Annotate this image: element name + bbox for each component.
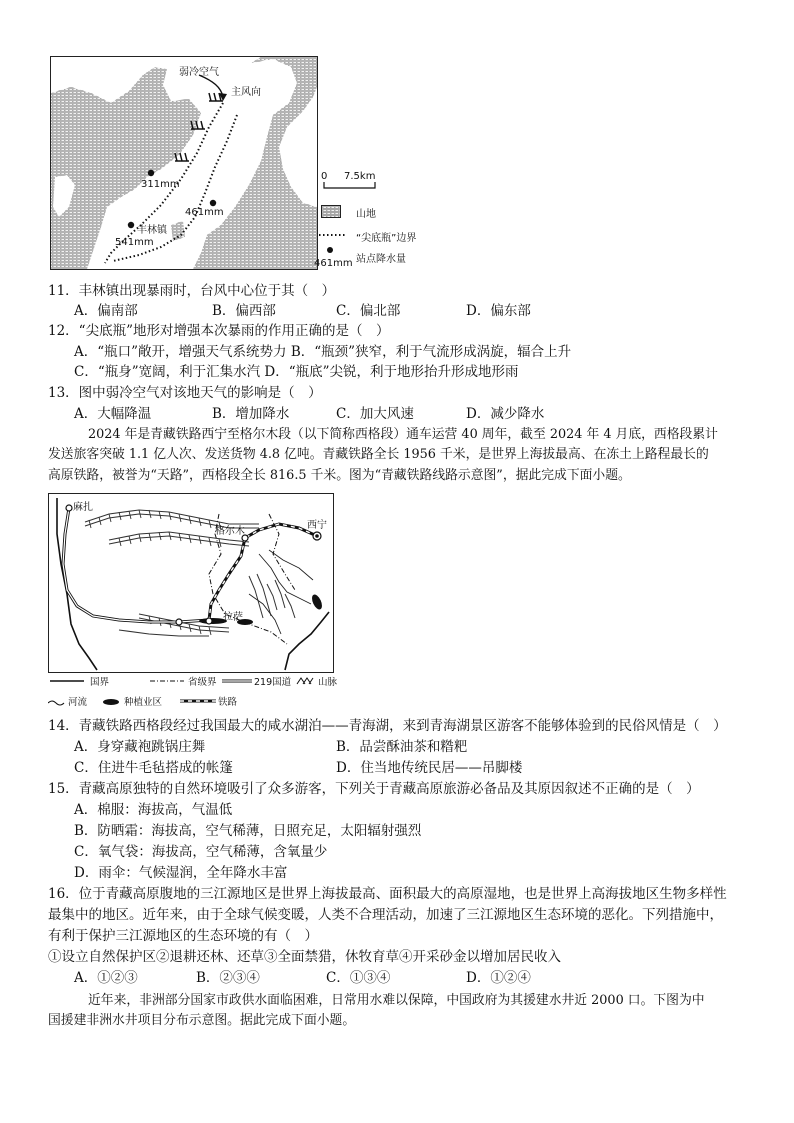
q16-stem-line3: 有利于保护三江源地区的生态环境的有（ ）	[48, 928, 318, 944]
q15-option-a[interactable]: A．棉服：海拔高，气温低	[74, 802, 233, 818]
weak-cold-air-label: 弱冷空气	[179, 67, 219, 78]
q16-option-a[interactable]: A．①②③	[74, 970, 138, 986]
station-541-label: 541mm	[115, 237, 154, 248]
station-legend-label: 站点降水量	[356, 254, 406, 265]
q13-stem: 13．图中弱冷空气对该地天气的影响是（ ）	[48, 385, 322, 401]
mountain-legend-label: 山地	[356, 209, 376, 220]
q11-option-b[interactable]: B．偏西部	[212, 303, 276, 319]
border-legend-label: 国界	[90, 677, 110, 688]
station-legend-dot	[326, 246, 334, 254]
mountain-legend-swatch	[321, 205, 341, 218]
q15-option-b[interactable]: B．防晒霜：海拔高，空气稀薄，日照充足，太阳辐射强烈	[74, 823, 422, 839]
q11-option-d[interactable]: D．偏东部	[466, 303, 531, 319]
q15-option-c[interactable]: C．氧气袋：海拔高，空气稀薄，含氧量少	[74, 844, 328, 860]
railway-map-graphic	[49, 494, 333, 672]
station-legend-sample: 461mm	[314, 258, 353, 269]
scale-bar	[323, 182, 377, 190]
farm-legend-label: 种植业区	[124, 697, 163, 708]
golmud-label: 格尔木	[215, 526, 245, 537]
q11-stem: 11．丰林镇出现暴雨时，台风中心位于其（ ）	[48, 283, 336, 299]
station-461-label: 461mm	[185, 207, 224, 218]
boundary-legend-label: “尖底瓶”边界	[356, 233, 417, 244]
boundary-legend-line	[318, 232, 348, 238]
province-legend-label: 省级界	[188, 677, 217, 688]
passage1-line1: 2024 年是青藏铁路西宁至格尔木段（以下简称西格段）通车运营 40 周年，截至 2024 年 4 月底，西格段累计	[88, 427, 718, 442]
q14-option-d[interactable]: D．住当地传统民居——吊脚楼	[336, 760, 523, 776]
railway-legend-line	[180, 697, 216, 705]
xining-label: 西宁	[307, 520, 327, 531]
q12-options-cd[interactable]: C．“瓶身”宽阔，利于汇集水汽 D．“瓶底”尖锐，利于地形抬升形成地形雨	[74, 364, 519, 380]
mountain-range-legend-icon	[296, 676, 316, 686]
q14-option-a[interactable]: A．身穿藏袍跳锅庄舞	[74, 739, 206, 755]
q15-option-d[interactable]: D．雨伞：气候湿润，全年降水丰富	[74, 865, 288, 881]
lhasa-label: 拉萨	[223, 612, 243, 623]
station-311-label: 311mm	[141, 179, 180, 190]
q13-option-c[interactable]: C．加大风速	[336, 406, 414, 422]
typhoon-map-graphic	[51, 57, 317, 269]
q14-stem: 14．青藏铁路西格段经过我国最大的咸水湖泊——青海湖，来到青海湖景区游客不能够体验到的民俗风情是（ ）	[48, 718, 727, 734]
passage2-line1: 近年来，非洲部分国家市政供水面临困难，日常用水难以保障，中国政府为其援建水井近 2000 口。下图为中	[88, 993, 705, 1008]
road219-legend-label: 219国道	[254, 677, 292, 688]
q16-option-b[interactable]: B．②③④	[196, 970, 260, 986]
scale-km: 7.5km	[344, 171, 376, 182]
passage1-line2: 发送旅客突破 1.1 亿人次、发送货物 4.8 亿吨。青藏铁路全长 1956 千米，是世界上海拔最高、在冻土上路程最长的	[48, 447, 709, 462]
farm-legend-icon	[102, 698, 120, 706]
scale-zero: 0	[321, 171, 328, 182]
mountain-range-legend-label: 山脉	[318, 677, 338, 688]
province-legend-line	[150, 678, 184, 684]
maza-label: 麻扎	[73, 502, 93, 513]
typhoon-rainfall-map	[50, 56, 318, 270]
passage2-line2: 国援建非洲水井项目分布示意图。据此完成下面小题。	[48, 1013, 356, 1028]
q11-option-a[interactable]: A．偏南部	[74, 303, 138, 319]
q14-option-c[interactable]: C．住进牛毛毡搭成的帐篷	[74, 760, 233, 776]
q16-option-c[interactable]: C．①③④	[326, 970, 391, 986]
qinghai-tibet-railway-map	[48, 493, 334, 673]
q13-option-a[interactable]: A．大幅降温	[74, 406, 152, 422]
q12-options-ab[interactable]: A．“瓶口”敞开，增强天气系统势力 B．“瓶颈”狭窄，利于气流形成涡旋，辐合上升	[74, 344, 572, 360]
q14-option-b[interactable]: B．品尝酥油茶和糌粑	[336, 739, 468, 755]
road219-legend-line	[222, 677, 252, 685]
border-legend-line	[50, 678, 84, 684]
q16-option-d[interactable]: D．①②④	[466, 970, 531, 986]
river-legend-label: 河流	[68, 697, 88, 708]
river-legend-icon	[48, 698, 66, 706]
q11-option-c[interactable]: C．偏北部	[336, 303, 401, 319]
q16-stem-line1: 16．位于青藏高原腹地的三江源地区是世界上海拔最高、面积最大的高原湿地，也是世界上高海拔地区生物多样性	[48, 886, 727, 902]
q16-items: ①设立自然保护区②退耕还林、还草③全面禁猎，休牧育草④开采砂金以增加居民收入	[48, 949, 561, 965]
q12-stem: 12．“尖底瓶”地形对增强本次暴雨的作用正确的是（ ）	[48, 323, 390, 339]
railway-legend-label: 铁路	[218, 697, 238, 708]
main-wind-label: 主风向	[231, 87, 261, 98]
fenglin-town-label: 丰林镇	[137, 225, 167, 236]
q16-stem-line2: 最集中的地区。近年来，由于全球气候变暖，人类不合理活动，加速了三江源地区生态环境的恶化。下列措施中，	[48, 907, 723, 923]
q13-option-d[interactable]: D．减少降水	[466, 406, 545, 422]
q13-option-b[interactable]: B．增加降水	[212, 406, 290, 422]
passage1-line3: 高原铁路，被誉为“天路”，西格段全长 816.5 千米。图为“青藏铁路线路示意图”，据此完成下面小题。	[48, 468, 631, 483]
q15-stem: 15．青藏高原独特的自然环境吸引了众多游客，下列关于青藏高原旅游必备品及其原因叙述不正确的是（ ）	[48, 781, 700, 797]
